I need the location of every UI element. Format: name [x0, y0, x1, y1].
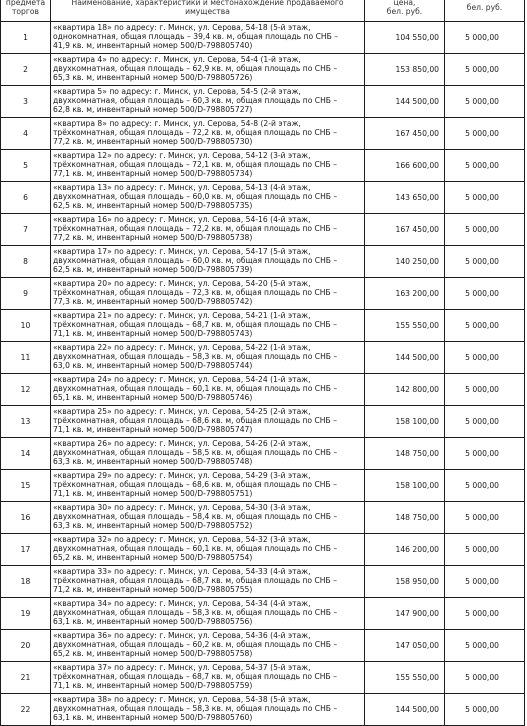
lot-description	[51, 438, 365, 470]
start-price: 148 750,00	[365, 438, 445, 470]
table-row	[1, 214, 525, 246]
header-lot-number	[1, 0, 51, 22]
header-line: предмета	[5, 0, 46, 7]
deposit-amount: 5 000,00	[445, 310, 525, 342]
lot-description	[51, 278, 365, 310]
lot-number: 5	[1, 150, 51, 182]
table-row	[1, 342, 525, 374]
description-line: двухкомнатная, общая площадь – 60,1 кв. м, общая площадь по СНБ –	[53, 544, 338, 554]
description-line: 71,2 кв. м, инвентарный номер 500/D-798805755)	[53, 585, 253, 595]
table-row	[1, 310, 525, 342]
lot-number: 8	[1, 246, 51, 278]
table-row	[1, 278, 525, 310]
table-row	[1, 118, 525, 150]
description-line: 77,1 кв. м, инвентарный номер 500/D-798805734)	[53, 169, 253, 179]
deposit-amount: 5 000,00	[445, 470, 525, 502]
lot-description	[51, 406, 365, 438]
lot-description	[51, 534, 365, 566]
description-line: 63,1 кв. м, инвентарный номер 500/D-798805760)	[53, 713, 253, 723]
description-line: двухкомнатная, общая площадь – 58,4 кв. м, общая площадь по СНБ –	[53, 512, 338, 522]
description-line: «квартира 8» по адресу: г. Минск, ул. Серова, 54-8 (2-й этаж,	[53, 119, 301, 128]
table-row	[1, 246, 525, 278]
lot-number: 6	[1, 182, 51, 214]
description-line: двухкомнатная, общая площадь – 60,3 кв. м, общая площадь по СНБ –	[53, 96, 338, 106]
start-price: 158 950,00	[365, 566, 445, 598]
deposit-amount: 5 000,00	[445, 438, 525, 470]
description-line: «квартира 30» по адресу: г. Минск, ул. Серова, 54-30 (3-й этаж,	[53, 503, 311, 512]
deposit-amount: 5 000,00	[445, 662, 525, 694]
description-line: «квартира 32» по адресу: г. Минск, ул. Серова, 54-32 (3-й этаж,	[53, 535, 311, 544]
header-line: имущества	[185, 7, 230, 16]
description-line: «квартира 22» по адресу: г. Минск, ул. Серова, 54-22 (1-й этаж,	[53, 343, 311, 352]
lot-number: 4	[1, 118, 51, 150]
description-line: трёхкомнатная, общая площадь – 72,1 кв. м, общая площадь по СНБ –	[53, 160, 337, 170]
lot-description	[51, 374, 365, 406]
start-price: 167 450,00	[365, 118, 445, 150]
deposit-amount: 5 000,00	[445, 182, 525, 214]
lot-number: 7	[1, 214, 51, 246]
lot-number: 19	[1, 598, 51, 630]
description-line: «квартира 18» по адресу: г. Минск, ул. Серова, 54-18 (5-й этаж,	[53, 23, 311, 32]
table-row	[1, 150, 525, 182]
deposit-amount: 5 000,00	[445, 54, 525, 86]
start-price: 140 250,00	[365, 246, 445, 278]
deposit-amount: 5 000,00	[445, 278, 525, 310]
lot-number: 22	[1, 694, 51, 726]
lot-number: 14	[1, 438, 51, 470]
description-line: «квартира 33» по адресу: г. Минск, ул. Серова, 54-33 (4-й этаж,	[53, 567, 311, 576]
description-line: трёхкомнатная, общая площадь – 68,7 кв. м, общая площадь по СНБ –	[53, 320, 337, 330]
description-line: «квартира 38» по адресу: г. Минск, ул. Серова, 54-38 (5-й этаж,	[53, 695, 311, 704]
description-line: 65,2 кв. м, инвентарный номер 500/D-798805754)	[53, 553, 253, 563]
header-line: бел. руб.	[386, 7, 423, 16]
header-description	[51, 0, 365, 22]
table-row	[1, 86, 525, 118]
start-price: 147 050,00	[365, 630, 445, 662]
description-line: 77,3 кв. м, инвентарный номер 500/D-798805742)	[53, 297, 253, 307]
table-row	[1, 438, 525, 470]
deposit-amount: 5 000,00	[445, 406, 525, 438]
deposit-amount: 5 000,00	[445, 534, 525, 566]
lot-description	[51, 22, 365, 54]
lot-number: 21	[1, 662, 51, 694]
start-price: 144 500,00	[365, 342, 445, 374]
description-line: 62,5 кв. м, инвентарный номер 500/D-798805739)	[53, 265, 253, 275]
deposit-amount: 5 000,00	[445, 694, 525, 726]
lot-number: 13	[1, 406, 51, 438]
description-line: трёхкомнатная, общая площадь – 68,6 кв. м, общая площадь по СНБ –	[53, 480, 337, 490]
deposit-amount: 5 000,00	[445, 598, 525, 630]
lot-number: 9	[1, 278, 51, 310]
header-line: бел. руб.	[466, 2, 503, 12]
description-line: 65,2 кв. м, инвентарный номер 500/D-798805758)	[53, 649, 253, 659]
description-line: трёхкомнатная, общая площадь – 72,2 кв. м, общая площадь по СНБ –	[53, 128, 337, 138]
header-line: цена,	[393, 0, 416, 7]
start-price: 147 900,00	[365, 598, 445, 630]
deposit-amount: 5 000,00	[445, 566, 525, 598]
description-line: двухкомнатная, общая площадь – 62,9 кв. м, общая площадь по СНБ –	[53, 64, 338, 74]
table-row	[1, 598, 525, 630]
start-price: 155 550,00	[365, 662, 445, 694]
table-row	[1, 630, 525, 662]
description-line: «квартира 37» по адресу: г. Минск, ул. Серова, 54-37 (5-й этаж,	[53, 663, 311, 672]
start-price: 158 100,00	[365, 406, 445, 438]
description-line: 77,2 кв. м, инвентарный номер 500/D-798805730)	[53, 137, 253, 147]
lot-number: 3	[1, 86, 51, 118]
description-line: трёхкомнатная, общая площадь – 68,6 кв. м, общая площадь по СНБ –	[53, 416, 337, 426]
start-price: 166 600,00	[365, 150, 445, 182]
deposit-amount: 5 000,00	[445, 342, 525, 374]
lot-number: 10	[1, 310, 51, 342]
table-row	[1, 22, 525, 54]
lot-description	[51, 150, 365, 182]
lot-description	[51, 598, 365, 630]
table-row	[1, 662, 525, 694]
description-line: «квартира 12» по адресу: г. Минск, ул. Серова, 54-12 (3-й этаж,	[53, 151, 311, 160]
description-line: трёхкомнатная, общая площадь – 72,3 кв. м, общая площадь по СНБ –	[53, 288, 337, 298]
table-row	[1, 182, 525, 214]
description-line: «квартира 34» по адресу: г. Минск, ул. Серова, 54-34 (4-й этаж,	[53, 599, 311, 608]
header-line: Наименование, характеристики и местонахождение продаваемого	[71, 0, 344, 7]
description-line: двухкомнатная, общая площадь – 60,1 кв. м, общая площадь по СНБ –	[53, 384, 338, 394]
start-price: 163 200,00	[365, 278, 445, 310]
start-price: 158 100,00	[365, 470, 445, 502]
lot-description	[51, 54, 365, 86]
lot-number: 1	[1, 22, 51, 54]
lot-description	[51, 310, 365, 342]
start-price: 155 550,00	[365, 310, 445, 342]
deposit-amount: 5 000,00	[445, 150, 525, 182]
deposit-amount: 5 000,00	[445, 214, 525, 246]
table-row	[1, 54, 525, 86]
lot-description	[51, 118, 365, 150]
deposit-amount: 5 000,00	[445, 22, 525, 54]
start-price: 104 550,00	[365, 22, 445, 54]
lot-number: 15	[1, 470, 51, 502]
lot-number: 12	[1, 374, 51, 406]
description-line: «квартира 4» по адресу: г. Минск, ул. Серова, 54-4 (1-й этаж,	[53, 55, 301, 64]
start-price: 148 750,00	[365, 502, 445, 534]
description-line: 71,1 кв. м, инвентарный номер 500/D-798805751)	[53, 489, 253, 499]
description-line: «квартира 20» по адресу: г. Минск, ул. Серова, 54-20 (5-й этаж,	[53, 279, 311, 288]
description-line: 63,1 кв. м, инвентарный номер 500/D-798805756)	[53, 617, 253, 627]
description-line: двухкомнатная, общая площадь – 60,2 кв. м, общая площадь по СНБ –	[53, 640, 338, 650]
lot-number: 2	[1, 54, 51, 86]
description-line: 65,1 кв. м, инвентарный номер 500/D-798805746)	[53, 393, 253, 403]
table-header-row	[1, 0, 525, 22]
lot-description	[51, 342, 365, 374]
deposit-amount: 5 000,00	[445, 118, 525, 150]
table-row	[1, 502, 525, 534]
lot-description	[51, 502, 365, 534]
lot-description	[51, 662, 365, 694]
description-line: трёхкомнатная, общая площадь – 68,7 кв. м, общая площадь по СНБ –	[53, 672, 337, 682]
description-line: «квартира 17» по адресу: г. Минск, ул. Серова, 54-17 (5-й этаж,	[53, 247, 311, 256]
lot-description	[51, 630, 365, 662]
start-price: 146 200,00	[365, 534, 445, 566]
header-deposit	[445, 0, 525, 22]
description-line: двухкомнатная, общая площадь – 58,3 кв. м, общая площадь по СНБ –	[53, 352, 338, 362]
description-line: «квартира 21» по адресу: г. Минск, ул. Серова, 54-21 (1-й этаж,	[53, 311, 311, 320]
start-price: 142 800,00	[365, 374, 445, 406]
header-line: торгов	[11, 7, 39, 16]
description-line: трёхкомнатная, общая площадь – 72,2 кв. м, общая площадь по СНБ –	[53, 224, 337, 234]
start-price: 143 650,00	[365, 182, 445, 214]
description-line: двухкомнатная, общая площадь – 58,5 кв. м, общая площадь по СНБ –	[53, 448, 338, 458]
description-line: двухкомнатная, общая площадь – 60,0 кв. м, общая площадь по СНБ –	[53, 192, 338, 202]
description-line: 71,1 кв. м, инвентарный номер 500/D-798805743)	[53, 329, 253, 339]
lot-number: 11	[1, 342, 51, 374]
description-line: «квартира 25» по адресу: г. Минск, ул. Серова, 54-25 (2-й этаж,	[53, 407, 311, 416]
table-row	[1, 470, 525, 502]
start-price: 153 850,00	[365, 54, 445, 86]
description-line: «квартира 29» по адресу: г. Минск, ул. Серова, 54-29 (3-й этаж,	[53, 471, 311, 480]
description-line: 63,3 кв. м, инвентарный номер 500/D-798805748)	[53, 457, 253, 467]
table-row	[1, 374, 525, 406]
start-price: 167 450,00	[365, 214, 445, 246]
deposit-amount: 5 000,00	[445, 246, 525, 278]
description-line: «квартира 36» по адресу: г. Минск, ул. Серова, 54-36 (4-й этаж,	[53, 631, 311, 640]
deposit-amount: 5 000,00	[445, 630, 525, 662]
description-line: двухкомнатная, общая площадь – 60,0 кв. м, общая площадь по СНБ –	[53, 256, 338, 266]
lot-description	[51, 694, 365, 726]
lot-number: 17	[1, 534, 51, 566]
lot-number: 16	[1, 502, 51, 534]
lot-description	[51, 246, 365, 278]
start-price: 144 500,00	[365, 86, 445, 118]
lot-description	[51, 182, 365, 214]
description-line: «квартира 16» по адресу: г. Минск, ул. Серова, 54-16 (4-й этаж,	[53, 215, 311, 224]
lot-description	[51, 214, 365, 246]
lot-description	[51, 470, 365, 502]
start-price: 144 500,00	[365, 694, 445, 726]
description-line: 41,9 кв. м, инвентарный номер 500/D-798805740)	[53, 41, 253, 51]
table-row	[1, 534, 525, 566]
lot-description	[51, 566, 365, 598]
description-line: 63,0 кв. м, инвентарный номер 500/D-798805744)	[53, 361, 253, 371]
table-row	[1, 694, 525, 726]
description-line: 71,1 кв. м, инвентарный номер 500/D-798805759)	[53, 681, 253, 691]
header-start-price	[365, 0, 445, 22]
description-line: трёхкомнатная, общая площадь – 68,7 кв. м, общая площадь по СНБ –	[53, 576, 337, 586]
table-row	[1, 566, 525, 598]
lots-table-body	[1, 22, 525, 726]
description-line: «квартира 24» по адресу: г. Минск, ул. Серова, 54-24 (1-й этаж,	[53, 375, 311, 384]
description-line: 65,3 кв. м, инвентарный номер 500/D-798805726)	[53, 73, 253, 83]
description-line: 77,2 кв. м, инвентарный номер 500/D-798805738)	[53, 233, 253, 243]
lot-description	[51, 86, 365, 118]
description-line: двухкомнатная, общая площадь – 58,3 кв. м, общая площадь по СНБ –	[53, 608, 338, 618]
lot-number: 20	[1, 630, 51, 662]
description-line: «квартира 5» по адресу: г. Минск, ул. Серова, 54-5 (2-й этаж,	[53, 87, 301, 96]
description-line: 71,1 кв. м, инвентарный номер 500/D-798805747)	[53, 425, 253, 435]
description-line: «квартира 26» по адресу: г. Минск, ул. Серова, 54-26 (2-й этаж,	[53, 439, 311, 448]
deposit-amount: 5 000,00	[445, 86, 525, 118]
deposit-amount: 5 000,00	[445, 374, 525, 406]
description-line: 63,3 кв. м, инвентарный номер 500/D-798805752)	[53, 521, 253, 531]
description-line: 62,5 кв. м, инвентарный номер 500/D-798805735)	[53, 201, 253, 211]
deposit-amount: 5 000,00	[445, 502, 525, 534]
table-row	[1, 406, 525, 438]
description-line: «квартира 13» по адресу: г. Минск, ул. Серова, 54-13 (4-й этаж,	[53, 183, 311, 192]
description-line: однокомнатная, общая площадь – 39,4 кв. м, общая площадь по СНБ –	[53, 32, 339, 42]
lot-number: 18	[1, 566, 51, 598]
description-line: 62,8 кв. м, инвентарный номер 500/D-798805727)	[53, 105, 253, 115]
description-line: двухкомнатная, общая площадь – 58,3 кв. м, общая площадь по СНБ –	[53, 704, 338, 714]
